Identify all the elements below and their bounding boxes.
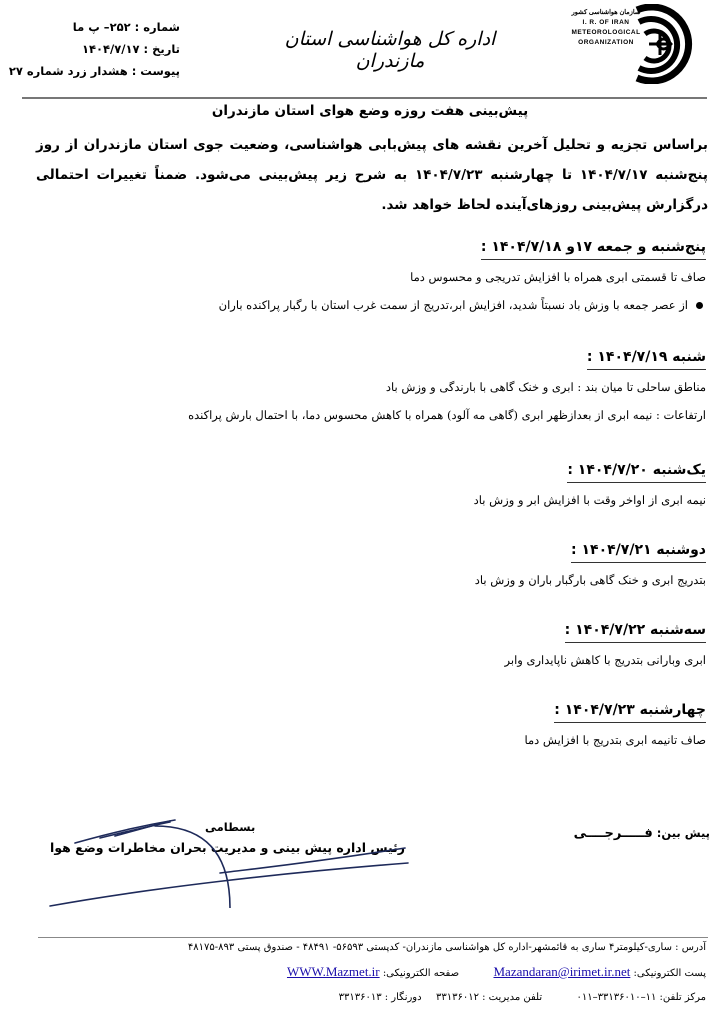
meta-attachment-value: هشدار زرد شماره ۲۷ — [8, 64, 128, 78]
meta-number-label: شماره : — [134, 20, 180, 34]
footer-address — [26, 942, 706, 953]
forecast-line: ارتفاعات : نیمه ابری از بعدازظهر ابری (گاهی مه آلود) همراه با کاهش محسوس دما، با احتمال بارش پراکنده — [188, 408, 706, 422]
footer-divider — [38, 937, 708, 938]
address-text: ساری-کیلومتر۴ ساری به قائمشهر-اداره کل هواشناسی مازندران- کدپستی ۵۶۵۹۳- ۴۸۴۹۱ - صندوق پستی ۸۹۳-۴۸۱۷۵ — [187, 942, 672, 953]
bullet-icon — [696, 302, 703, 309]
forecast-line: ابری وبارانی بتدریج با کاهش ناپایداری وابر — [504, 653, 706, 667]
logo-line: METEOROLOGICAL — [571, 29, 641, 36]
website-label: صفحه الکترونیکی: — [382, 968, 460, 979]
forecast-line: بتدریج ابری و خنک گاهی بارگبار باران و وزش باد — [474, 573, 706, 587]
phone-admin-label: تلفن مدیریت : — [482, 992, 543, 1003]
handwritten-signature-icon — [30, 808, 410, 908]
phone-center-value: ۱۱–۳۳۱۳۶۰۱۰–۰۱۱ — [576, 992, 657, 1003]
forecaster — [540, 826, 710, 841]
meteorological-organization-logo — [548, 4, 713, 84]
phone-center-label: مرکز تلفن: — [659, 992, 706, 1003]
signatory-role: رئیس اداره پیش بینی و مدیریت بحران مخاطرات وضع هوا — [50, 840, 405, 855]
day-heading: پنج‌شنبه و جمعه ۱۷و ۱۴۰۴/۷/۱۸ : — [481, 237, 706, 260]
meta-date-label: تاریخ : — [143, 42, 180, 56]
header-divider — [22, 97, 707, 99]
fax-label: دورنگار : — [384, 992, 422, 1003]
meta-date-value: ۱۴۰۴/۷/۱۷ — [81, 42, 140, 56]
day-heading: شنبه ۱۴۰۴/۷/۱۹ : — [587, 347, 706, 370]
spiral-emblem-icon — [635, 4, 713, 84]
logo-line: I. R. OF IRAN — [582, 19, 630, 26]
day-heading: دوشنبه ۱۴۰۴/۷/۲۱ : — [571, 540, 706, 563]
forecast-day-thu-fri — [26, 236, 706, 346]
forecast-line: نیمه ابری از اواخر وقت با افزایش ابر و وزش باد — [473, 493, 706, 507]
meta-number-value: ۲۵۲– پ ما — [72, 20, 131, 34]
meta-attachment — [8, 60, 180, 82]
fax-value: ۳۳۱۳۶۰۱۳ — [338, 992, 382, 1003]
email-link[interactable]: Mazandaran@irimet.ir.net — [493, 964, 631, 979]
document-title: پیش‌بینی هفت روزه وضع هوای استان مازندران — [211, 103, 529, 119]
website-link[interactable]: WWW.Mazmet.ir — [286, 964, 380, 979]
intro-paragraph: براساس تجزیه و تحلیل آخرین نقشه های پیش‌بابی هواشناسی، وضعیت جوی استان مازندران از روز پنج‌شنبه ۱۴۰۴/۷/۱۷ تا چهارشنبه ۱۴۰۴/۷/۲۳ به شرح زیر پیش‌بینی می‌شود. ضمناً تغییرات احتمالی درگزارش پیش‌بینی روزهای‌آینده لحاظ خواهد شد. — [36, 137, 708, 213]
day-heading: یک‌شنبه ۱۴۰۴/۷/۲۰ : — [567, 460, 706, 483]
forecast-day-wed — [26, 699, 706, 779]
footer-contact — [26, 964, 706, 980]
forecaster-name: فـــــرجــــی — [573, 826, 653, 841]
document-meta — [8, 16, 180, 82]
signatory-name: بسطامی — [205, 820, 256, 834]
logo-persian-text: سازمان هواشناسی کشور — [571, 9, 641, 16]
forecast-day-mon — [26, 539, 706, 619]
phone-admin-value: ۳۳۱۳۶۰۱۲ — [435, 992, 479, 1003]
meta-attachment-label: پیوست : — [131, 64, 180, 78]
address-label: آدرس : — [675, 942, 706, 953]
day-heading: چهارشنبه ۱۴۰۴/۷/۲۳ : — [554, 700, 706, 723]
forecast-day-sun — [26, 459, 706, 539]
email-label: پست الکترونیکی: — [633, 968, 706, 979]
bullet-text: از عصر جمعه با وزش باد نسبتاً شدید، افزایش ابر،تدریج از سمت غرب استان با رگبار پراکنده باران — [218, 298, 688, 312]
organization-title: اداره کل هواشناسی استان مازندران — [284, 28, 496, 72]
forecaster-label: پیش بین: — [656, 826, 710, 840]
forecast-line: صاف تا قسمتی ابری همراه با افزایش تدریجی و محسوس دما — [410, 270, 706, 284]
forecast-line: صاف تانیمه ابری بتدریج با افزایش دما — [524, 733, 706, 747]
forecast-sections — [26, 236, 706, 779]
forecast-day-tue — [26, 619, 706, 699]
bullet-item — [26, 294, 706, 316]
logo-line: ORGANIZATION — [578, 39, 634, 46]
meta-date — [30, 38, 180, 60]
forecast-line: مناطق ساحلی تا میان بند : ابری و خنک گاهی با بارندگی و وزش باد — [385, 380, 706, 394]
forecast-day-sat — [26, 346, 706, 459]
footer-phones — [26, 992, 706, 1003]
day-heading: سه‌شنبه ۱۴۰۴/۷/۲۲ : — [565, 620, 706, 643]
meta-number — [30, 16, 180, 38]
